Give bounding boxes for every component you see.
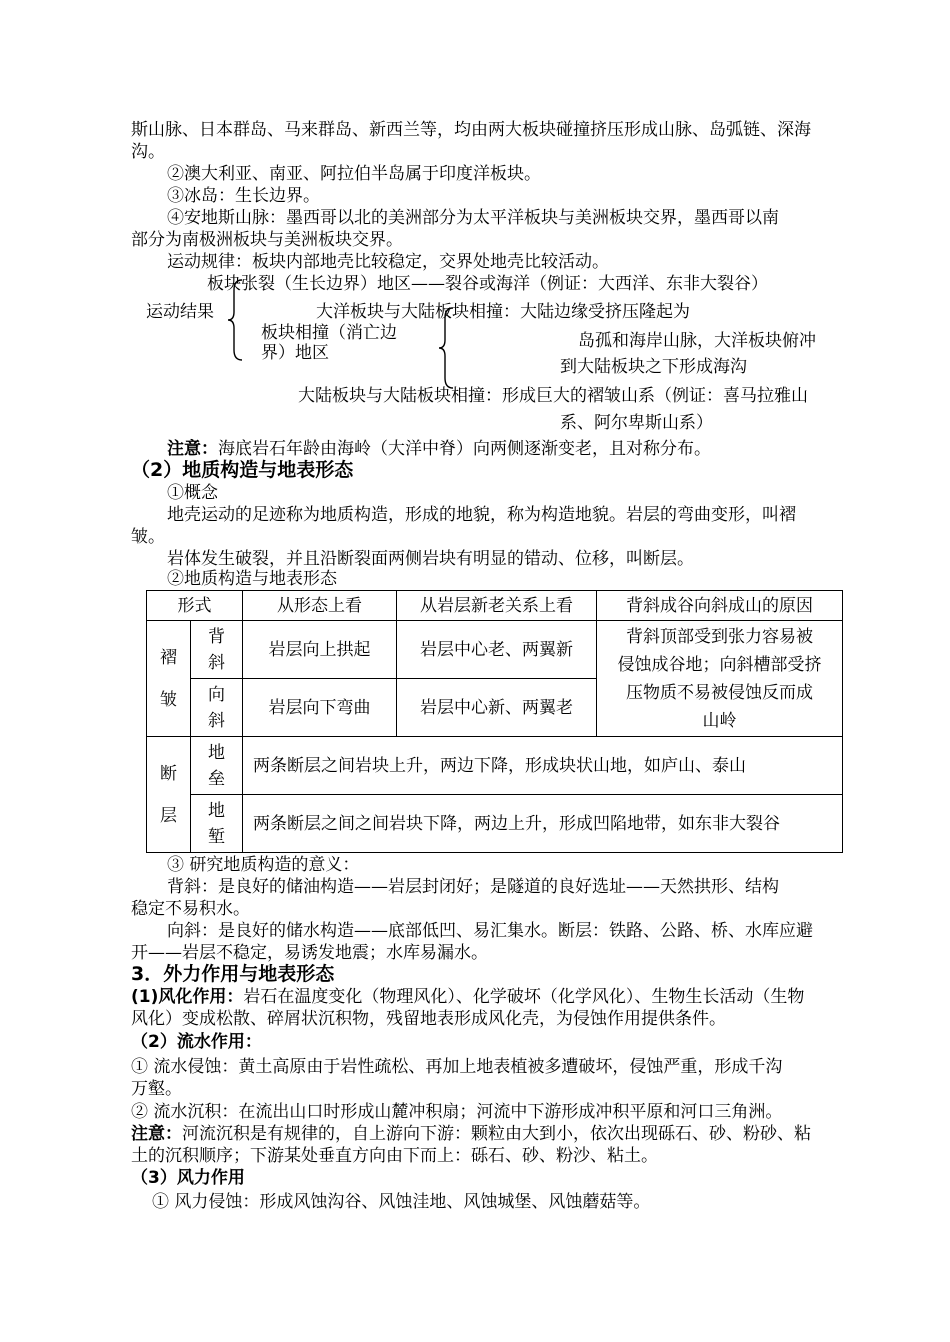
diagram-ocean-line: 岛孤和海岸山脉，大洋板块俯冲	[578, 331, 816, 351]
text-line: ① 流水侵蚀：黄土高原由于岩性疏松、再加上地表植被多遭破坏，侵蚀严重，形成千沟	[131, 1057, 783, 1077]
table-header: 背斜成谷向斜成山的原因	[597, 591, 843, 621]
text-line: 土的沉积顺序；下游某处垂直方向由下而上：砾石、砂、粉沙、粘土。	[131, 1146, 658, 1166]
text-span: 河流沉积是有规律的，自上游向下游：颗粒由大到小，依次出现砾石、砂、粉砂、粘	[182, 1124, 811, 1144]
note-label: 注意：	[131, 1124, 182, 1144]
brace-icon	[437, 306, 457, 390]
note-label: 注意：	[167, 439, 218, 459]
text-line: 部分为南极洲板块与美洲板块交界。	[131, 230, 403, 250]
diagram-root-label: 运动结果	[146, 302, 214, 322]
table-cell: 地垒	[191, 737, 243, 795]
table-header: 从岩层新老关系上看	[397, 591, 597, 621]
text-line: 稳定不易积水。	[131, 899, 250, 919]
table-cell: 岩层中心老、两翼新	[397, 621, 597, 679]
diagram-ocean-line: 大洋板块与大陆板块相撞：大陆边缘受挤压隆起为	[316, 302, 690, 322]
table-cell: 两条断层之间之间岩块下降，两边上升，形成凹陷地带，如东非大裂谷	[243, 795, 843, 853]
table-header: 形式	[147, 591, 243, 621]
table-cell: 背斜	[191, 621, 243, 679]
table-cell: 岩层向下弯曲	[243, 679, 397, 737]
text-line: 岩体发生破裂，并且沿断裂面两侧岩块有明显的错动、位移，叫断层。	[167, 549, 694, 569]
text-line: 沟。	[131, 142, 165, 162]
diagram-continent-line: 系、阿尔卑斯山系）	[560, 413, 713, 433]
text-line: 风化）变成松散、碎屑状沉积物，残留地表形成风化壳，为侵蚀作用提供条件。	[131, 1009, 726, 1029]
diagram-continent-line: 大陆板块与大陆板块相撞：形成巨大的褶皱山系（例证：喜马拉雅山	[298, 386, 808, 406]
brace-icon	[226, 278, 246, 362]
diagram-ocean-line: 到大陆板块之下形成海沟	[560, 357, 747, 377]
text-line: 开——岩层不稳定，易诱发地震；水库易漏水。	[131, 943, 488, 963]
text-line	[131, 986, 804, 1008]
note-text: 海底岩石年龄由海岭（大洋中脊）向两侧逐渐变老，且对称分布。	[218, 439, 711, 459]
text-line: 斯山脉、日本群岛、马来群岛、新西兰等，均由两大板块碰撞挤压形成山脉、岛弧链、深海	[131, 120, 811, 140]
text-line: 向斜：是良好的储水构造——底部低凹、易汇集水。断层：铁路、公路、桥、水库应避	[167, 921, 813, 941]
table-cell: 岩层中心新、两翼老	[397, 679, 597, 737]
table-cell: 断层	[147, 737, 191, 853]
text-line: ③冰岛：生长边界。	[167, 186, 320, 206]
subsection-heading: （3）风力作用	[131, 1168, 245, 1188]
text-line	[131, 1123, 811, 1145]
text-line: ②澳大利亚、南亚、阿拉伯半岛属于印度洋板块。	[167, 164, 541, 184]
text-line: ②地质构造与地表形态	[167, 569, 337, 589]
diagram-split-branch: 板块张裂（生长边界）地区——裂谷或海洋（例证：大西洋、东非大裂谷）	[207, 274, 768, 294]
table-cell: 两条断层之间岩块上升，两边下降，形成块状山地，如庐山、泰山	[243, 737, 843, 795]
table-header: 从形态上看	[243, 591, 397, 621]
text-line: ①概念	[167, 483, 218, 503]
note-line	[167, 438, 711, 460]
subsection-heading: （2）流水作用：	[131, 1032, 262, 1052]
text-line: ④安地斯山脉：墨西哥以北的美洲部分为太平洋板块与美洲板块交界，墨西哥以南	[167, 208, 779, 228]
table-cell: 褶皱	[147, 621, 191, 737]
table-cell: 向斜	[191, 679, 243, 737]
diagram-collide-label: 板块相撞（消亡边	[261, 323, 397, 343]
text-line: ③ 研究地质构造的意义：	[167, 855, 360, 875]
label-bold: (1)风化作用：	[131, 987, 244, 1007]
text-line: ① 风力侵蚀：形成风蚀沟谷、风蚀洼地、风蚀城堡、风蚀蘑菇等。	[152, 1192, 651, 1212]
section-heading: （2）地质构造与地表形态	[131, 459, 354, 481]
text-line: 背斜：是良好的储油构造——岩层封闭好；是隧道的良好选址——天然拱形、结构	[167, 877, 779, 897]
text-span: 岩石在温度变化（物理风化）、化学破坏（化学风化）、生物生长活动（生物	[243, 987, 805, 1007]
text-line: ② 流水沉积：在流出山口时形成山麓冲积扇；河流中下游形成冲积平原和河口三角洲。	[131, 1102, 783, 1122]
diagram-collide-label: 界）地区	[261, 343, 329, 363]
table-cell: 背斜顶部受到张力容易被 侵蚀成谷地；向斜槽部受挤 压物质不易被侵蚀反而成 山岭	[597, 621, 843, 737]
table-cell: 地堑	[191, 795, 243, 853]
table-cell: 岩层向上拱起	[243, 621, 397, 679]
text-line: 皱。	[131, 527, 165, 547]
text-line: 地壳运动的足迹称为地质构造，形成的地貌，称为构造地貌。岩层的弯曲变形，叫褶	[167, 505, 796, 525]
text-line: 运动规律：板块内部地壳比较稳定，交界处地壳比较活动。	[167, 252, 609, 272]
section-heading: 3．外力作用与地表形态	[131, 963, 335, 985]
text-line: 万壑。	[131, 1079, 182, 1099]
structure-table	[146, 590, 843, 853]
